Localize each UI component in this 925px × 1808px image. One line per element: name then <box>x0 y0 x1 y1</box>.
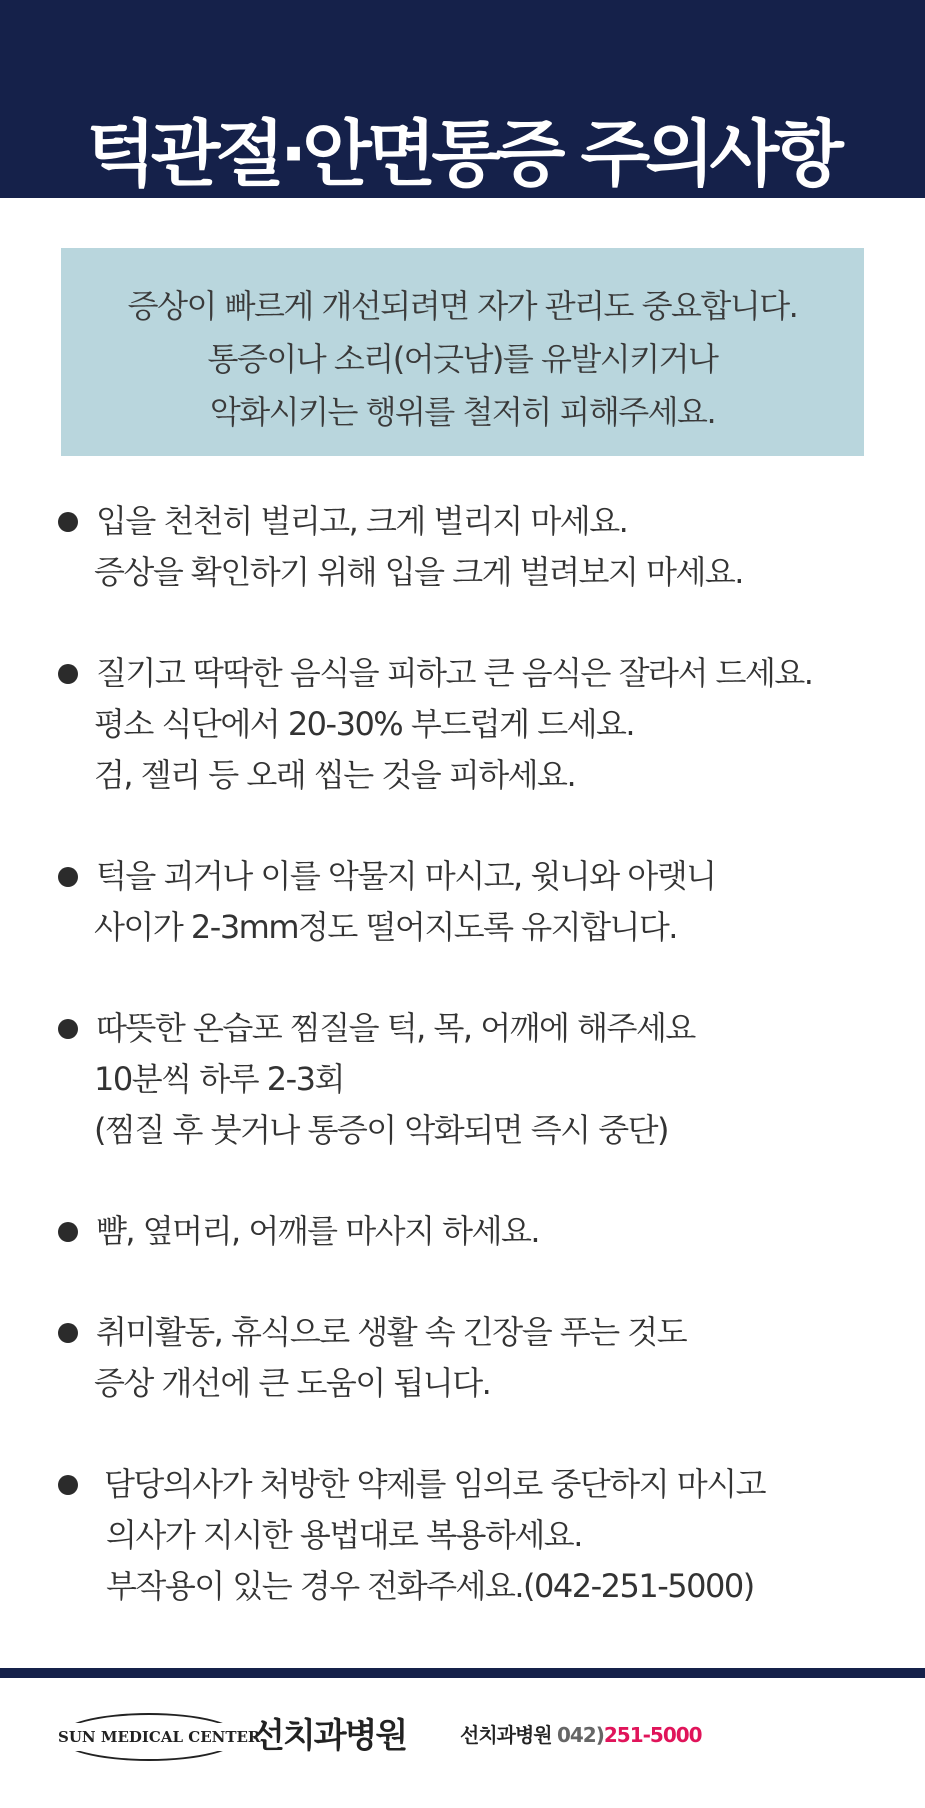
footer <box>0 1678 925 1808</box>
header-banner <box>0 0 925 198</box>
item-line: 사이가 2-3mm정도 떨어지도록 유지합니다. <box>94 908 677 946</box>
item-line: 입을 천천히 벌리고, 크게 벌리지 마세요. <box>96 502 628 540</box>
logo-english: SUN MEDICAL CENTER <box>58 1723 240 1751</box>
item-line: 담당의사가 처방한 약제를 임의로 중단하지 마시고 <box>104 1465 766 1503</box>
item-line: 증상 개선에 큰 도움이 됩니다. <box>94 1364 491 1402</box>
item-line: 뺨, 옆머리, 어깨를 마사지 하세요. <box>96 1212 540 1250</box>
bullet-icon <box>58 1019 78 1039</box>
contact-info <box>460 1720 702 1750</box>
contact-area-code: 042) <box>556 1723 604 1747</box>
bullet-icon <box>58 867 78 887</box>
notice-line: 증상이 빠르게 개선되려면 자가 관리도 중요합니다. <box>127 287 798 325</box>
list-item <box>58 1459 908 1612</box>
item-line: 평소 식단에서 20-30% 부드럽게 드세요. <box>94 705 635 743</box>
contact-name: 선치과병원 <box>460 1723 552 1747</box>
notice-line: 악화시키는 행위를 철저히 피해주세요. <box>209 393 716 431</box>
item-line: 증상을 확인하기 위해 입을 크게 벌려보지 마세요. <box>94 553 743 591</box>
item-line: 부작용이 있는 경우 전화주세요.(042-251-5000) <box>106 1567 754 1605</box>
list-item <box>58 648 908 801</box>
logo-korean: 선치과병원 <box>252 1716 407 1756</box>
list-item <box>58 1003 908 1156</box>
item-line: 검, 젤리 등 오래 씹는 것을 피하세요. <box>94 756 576 794</box>
notice-line: 통증이나 소리(어긋남)를 유발시키거나 <box>207 340 718 378</box>
bullet-icon <box>58 512 78 532</box>
contact-phone: 251-5000 <box>603 1723 702 1747</box>
bullet-icon <box>58 1475 78 1495</box>
list-item <box>58 1206 908 1257</box>
footer-divider <box>0 1668 925 1678</box>
bullet-icon <box>58 664 78 684</box>
item-line: (찜질 후 붓거나 통증이 악화되면 즉시 중단) <box>94 1111 669 1149</box>
item-line: 취미활동, 휴식으로 생활 속 긴장을 푸는 것도 <box>96 1313 687 1351</box>
item-line: 질기고 딱딱한 음식을 피하고 큰 음식은 잘라서 드세요. <box>96 654 813 692</box>
item-line: 10분씩 하루 2-3회 <box>94 1060 344 1098</box>
notice-box <box>61 248 864 456</box>
item-line: 따뜻한 온습포 찜질을 턱, 목, 어깨에 해주세요 <box>96 1009 695 1047</box>
list-item <box>58 851 908 953</box>
item-line: 턱을 괴거나 이를 악물지 마시고, 윗니와 아랫니 <box>96 857 716 895</box>
bullet-icon <box>58 1323 78 1343</box>
list-item <box>58 1307 908 1409</box>
precaution-list <box>58 496 908 1662</box>
page-title: 턱관절·안면통증 주의사항 <box>86 112 839 196</box>
bullet-icon <box>58 1222 78 1242</box>
item-line: 의사가 지시한 용법대로 복용하세요. <box>106 1516 582 1554</box>
list-item <box>58 496 908 598</box>
